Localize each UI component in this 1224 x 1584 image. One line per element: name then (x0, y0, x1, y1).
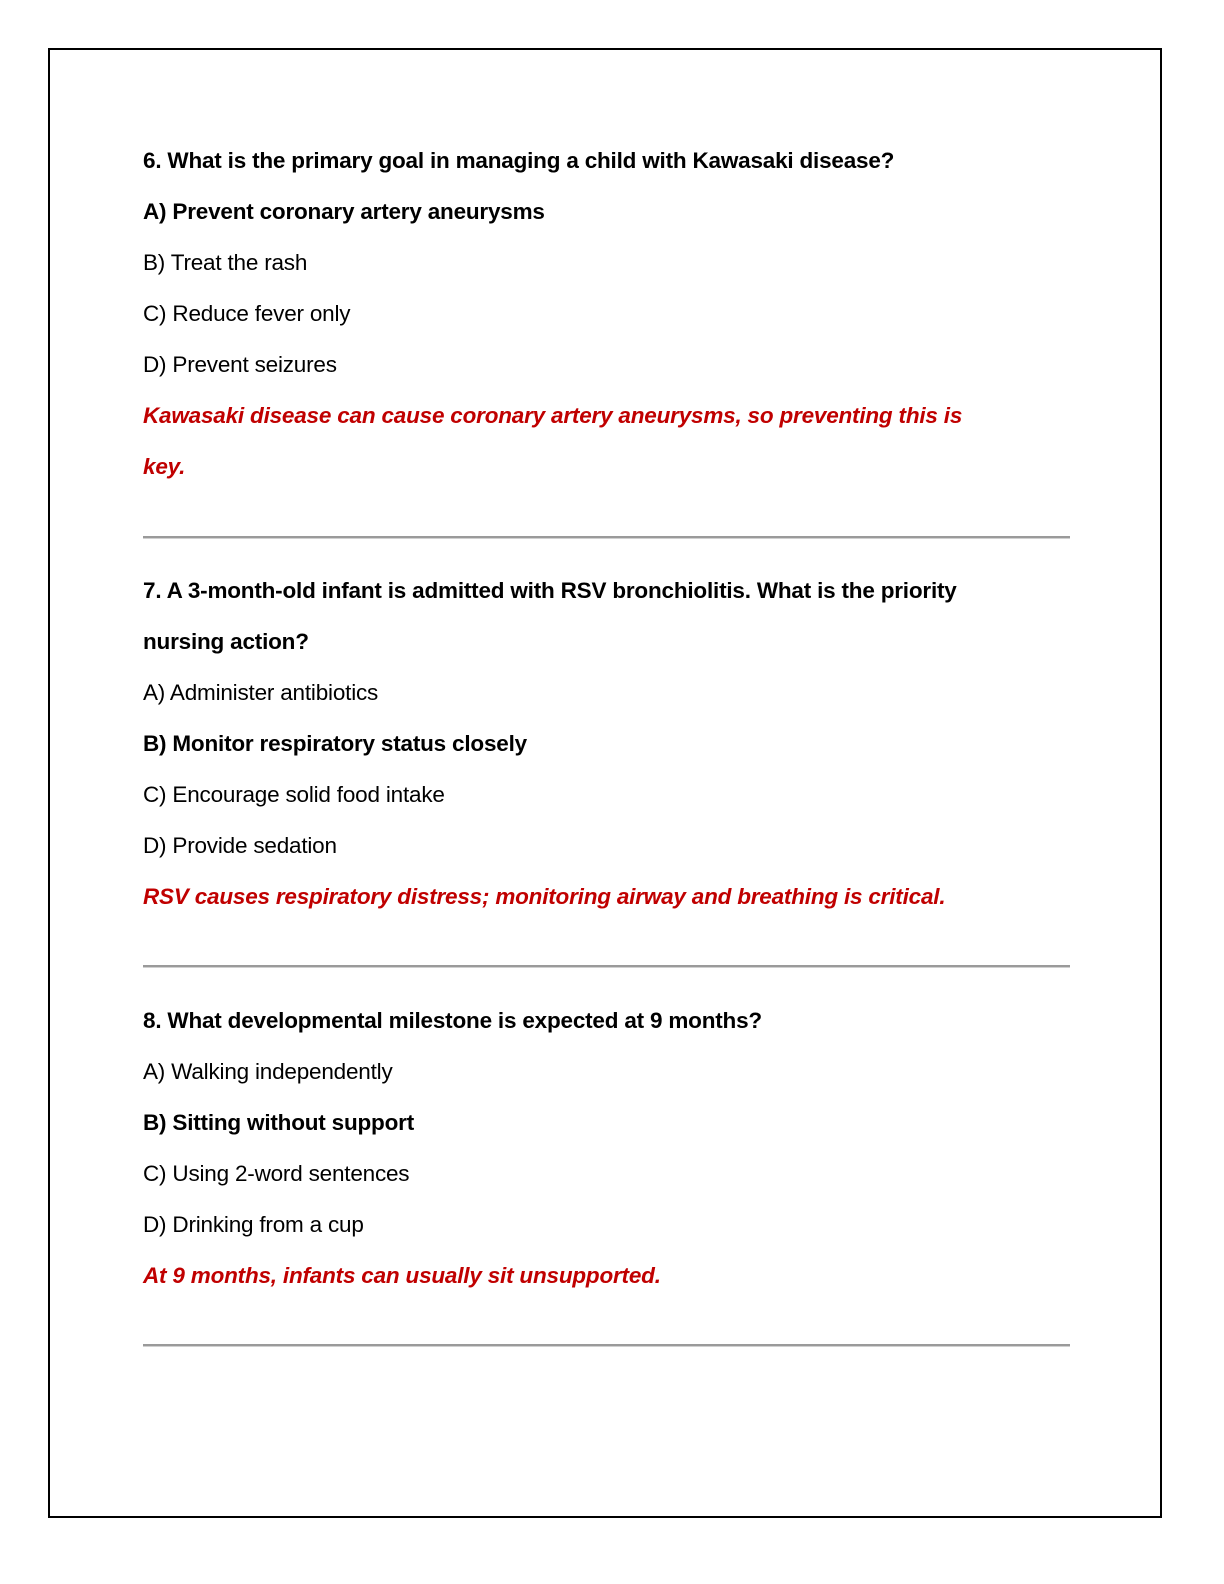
option-b: B) Treat the rash (143, 250, 308, 275)
section-divider (143, 536, 1070, 538)
option-c: C) Using 2-word sentences (143, 1161, 410, 1186)
question-block-7 (143, 565, 1073, 922)
option-b-correct: B) Sitting without support (143, 1110, 414, 1135)
question-text: 8. What developmental milestone is expected at 9 months? (143, 1008, 762, 1033)
question-text: 7. A 3-month-old infant is admitted with RSV bronchiolitis. What is the priority (143, 578, 957, 603)
option-c: C) Encourage solid food intake (143, 782, 445, 807)
question-text: 6. What is the primary goal in managing a child with Kawasaki disease? (143, 148, 895, 173)
question-text: nursing action? (143, 629, 309, 654)
explanation-text: RSV causes respiratory distress; monitoring airway and breathing is critical. (143, 884, 946, 909)
option-a-correct: A) Prevent coronary artery aneurysms (143, 199, 545, 224)
explanation-text: key. (143, 454, 186, 479)
option-d: D) Drinking from a cup (143, 1212, 364, 1237)
option-b-correct: B) Monitor respiratory status closely (143, 731, 527, 756)
question-block-6 (143, 135, 1073, 492)
explanation-text: Kawasaki disease can cause coronary artery aneurysms, so preventing this is (143, 403, 963, 428)
explanation-text: At 9 months, infants can usually sit unsupported. (143, 1263, 661, 1288)
option-c: C) Reduce fever only (143, 301, 351, 326)
section-divider (143, 1344, 1070, 1346)
option-d: D) Prevent seizures (143, 352, 337, 377)
option-a: A) Administer antibiotics (143, 680, 379, 705)
question-block-8 (143, 995, 1073, 1301)
option-a: A) Walking independently (143, 1059, 393, 1084)
option-d: D) Provide sedation (143, 833, 337, 858)
section-divider (143, 965, 1070, 967)
